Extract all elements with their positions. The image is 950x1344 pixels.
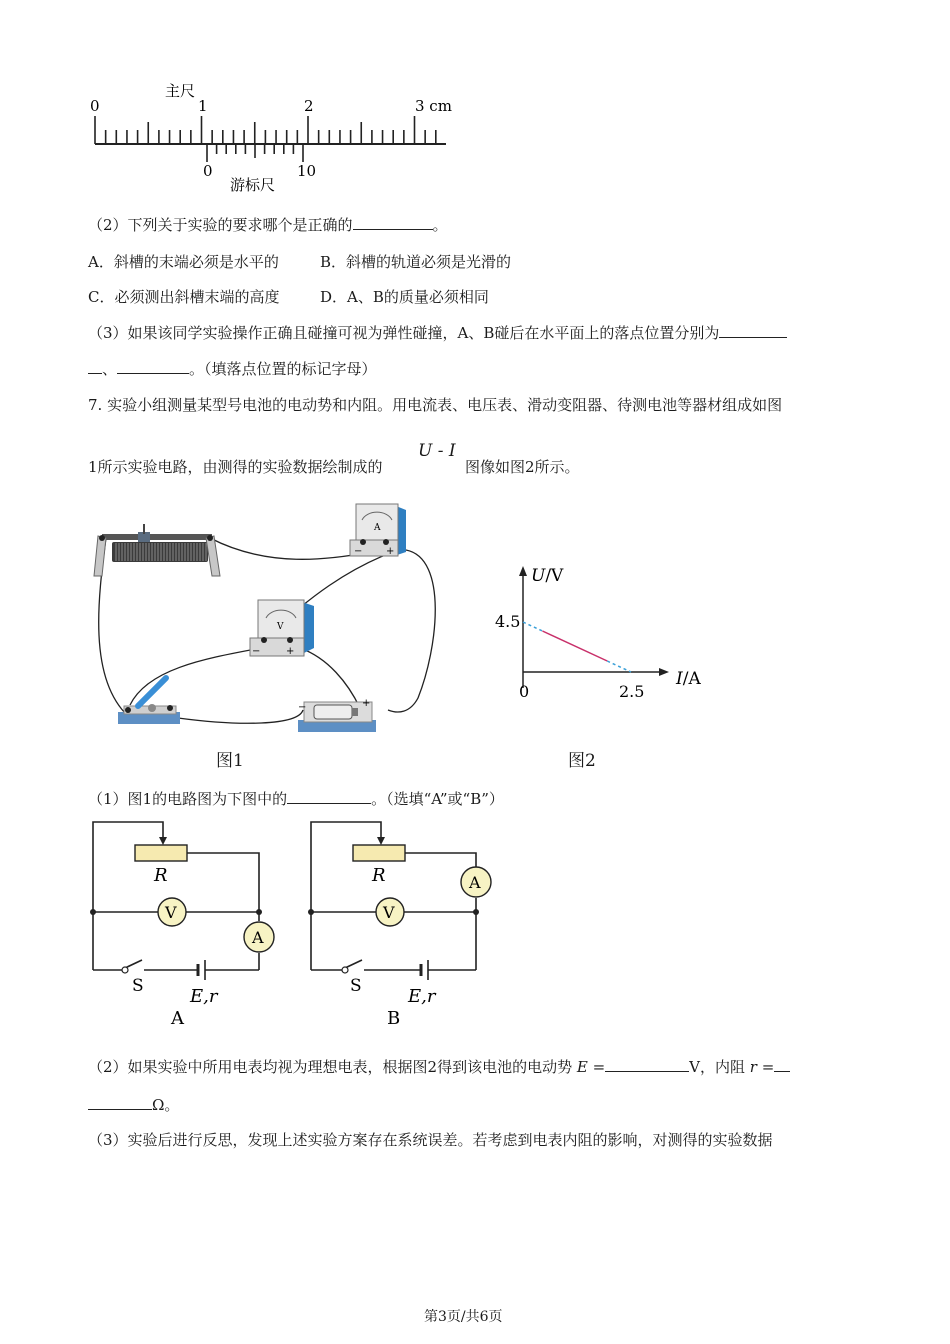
y-tick-label: 4.5 [495, 612, 521, 631]
circuit-b-er-label: E,r [408, 986, 436, 1007]
answer-blank[interactable] [88, 359, 102, 374]
x-axis-title [675, 669, 701, 689]
emf-symbol: E [576, 1058, 588, 1076]
q6-3-sep: 、 [102, 360, 118, 378]
ammeter [350, 504, 406, 557]
q7-2-mid: V，内阻 [689, 1058, 746, 1076]
rheostat [94, 524, 220, 576]
knife-switch [118, 678, 180, 724]
circuit-a-resistor [135, 845, 187, 861]
q7-2-tail: Ω。 [152, 1096, 180, 1114]
battery-plus: + [362, 698, 371, 709]
u-i-graph [488, 560, 718, 705]
circuit-b-caption: B [387, 1008, 401, 1029]
answer-blank[interactable] [117, 359, 189, 374]
answer-blank[interactable] [353, 215, 433, 230]
figure-2-caption: 图2 [568, 751, 596, 771]
q6-3-line2 [88, 358, 377, 379]
page-footer: 第3页/共6页 [424, 1309, 503, 1325]
circuit-b-a: A [469, 873, 481, 892]
answer-blank[interactable] [287, 789, 371, 804]
voltmeter-minus: − [252, 646, 261, 657]
circuit-b-s-label: S [350, 976, 362, 996]
circuit-diagram-b [302, 815, 502, 1035]
main-tick-label-1: 1 [198, 97, 208, 115]
vernier-caliper-figure [80, 78, 470, 198]
r-answer-blank[interactable] [774, 1057, 790, 1072]
figure-2-graph [488, 560, 718, 705]
figure-1-apparatus [88, 498, 448, 743]
vernier-caliper-drawing [80, 78, 470, 198]
r-answer-blank-cont[interactable] [88, 1095, 152, 1110]
emf-equals: = [587, 1058, 606, 1076]
circuit-b-resistor [353, 845, 405, 861]
q7-1-suffix: 。（选填“A”或“B”） [371, 790, 504, 808]
x-axis-symbol: I [676, 669, 683, 689]
q6-3-text: （3）如果该同学实验操作正确且碰撞可视为弹性碰撞，A、B碰后在水平面上的落点位置分别为 [88, 324, 720, 342]
q7-stem-text-b: 图像如图2所示。 [465, 458, 580, 476]
origin-label: 0 [519, 682, 530, 701]
q7-3-line: （3）实验后进行反思，发现上述实验方案存在系统误差。若考虑到电表内阻的影响，对测得的实验数据 [88, 1131, 773, 1149]
circuit-diagram-a [84, 815, 284, 1035]
q7-stem-line2 [88, 456, 383, 477]
vernier-tick-label-10: 10 [297, 162, 317, 180]
y-axis-symbol: U [531, 566, 546, 586]
y-axis-arrow [519, 566, 527, 576]
q6-option-b: B．斜槽的轨道必须是光滑的 [320, 253, 512, 271]
q6-2-suffix: 。 [432, 216, 448, 234]
graph-extrapolation-upper [523, 622, 542, 631]
voltmeter-plus: + [286, 646, 295, 657]
q6-option-a: A．斜槽的末端必须是水平的 [88, 253, 279, 271]
main-tick-label-2: 2 [304, 97, 314, 115]
x-axis-unit: /A [682, 669, 701, 689]
circuit-b-drawing [302, 815, 502, 1035]
q7-stem-text-a: 1所示实验电路，由测得的实验数据绘制成的 [88, 458, 383, 476]
vernier-scale-label: 游标尺 [230, 176, 276, 194]
graph-data-line [542, 631, 607, 661]
q6-2-line [88, 214, 448, 235]
x-axis-arrow [659, 668, 669, 676]
q6-3-line1 [88, 322, 787, 343]
circuit-a-er-label: E,r [190, 986, 218, 1007]
circuit-a-s-label: S [132, 976, 144, 996]
q6-option-c: C．必须测出斜槽末端的高度 [88, 288, 280, 306]
emf-answer-blank[interactable] [605, 1057, 689, 1072]
circuit-b-r-label: R [372, 865, 386, 886]
q6-option-d: D．A、B的质量必须相同 [320, 288, 489, 306]
graph-extrapolation-lower [607, 661, 631, 672]
q7-2-line2 [88, 1094, 179, 1115]
circuit-a-a: A [252, 928, 264, 947]
figure-1-caption: 图1 [216, 751, 244, 771]
ammeter-minus: − [354, 546, 363, 557]
x-tick-label: 2.5 [619, 682, 645, 701]
q7-1-line [88, 788, 504, 809]
circuit-a-caption: A [171, 1008, 184, 1029]
voltmeter-letter: V [277, 622, 284, 632]
main-scale-label: 主尺 [165, 82, 196, 100]
q7-2-line1 [88, 1056, 790, 1077]
battery-minus: − [298, 702, 307, 713]
ammeter-plus: + [386, 546, 395, 557]
q6-3-tail: 。（填落点位置的标记字母） [189, 360, 377, 378]
q7-stem-line1: 7. 实验小组测量某型号电池的电动势和内阻。用电流表、电压表、滑动变阻器、待测电池等器材组成如图 [88, 396, 783, 414]
circuit-a-v: V [165, 903, 177, 922]
circuit-b-v: V [383, 903, 395, 922]
y-axis-unit: /V [545, 566, 564, 586]
main-tick-label-0: 0 [90, 97, 100, 115]
r-equals: = [756, 1058, 775, 1076]
circuit-a-r-label: R [154, 865, 168, 886]
apparatus-drawing [88, 498, 448, 743]
vernier-tick-label-0: 0 [203, 162, 213, 180]
q6-2-prefix: （2）下列关于实验的要求哪个是正确的 [88, 216, 353, 234]
voltmeter [250, 600, 314, 657]
circuit-a-drawing [84, 815, 284, 1035]
ammeter-letter: A [374, 523, 381, 533]
main-tick-label-3: 3 cm [415, 97, 452, 115]
r-symbol: r [749, 1058, 757, 1076]
battery-holder [298, 698, 376, 732]
q7-1-prefix: （1）图1的电路图为下图中的 [88, 790, 288, 808]
answer-blank[interactable] [719, 323, 787, 338]
u-i-symbol: U - I [418, 441, 456, 461]
q7-2-prefix: （2）如果实验中所用电表均视为理想电表，根据图2得到该电池的电动势 [88, 1058, 573, 1076]
y-axis-title [531, 566, 564, 586]
